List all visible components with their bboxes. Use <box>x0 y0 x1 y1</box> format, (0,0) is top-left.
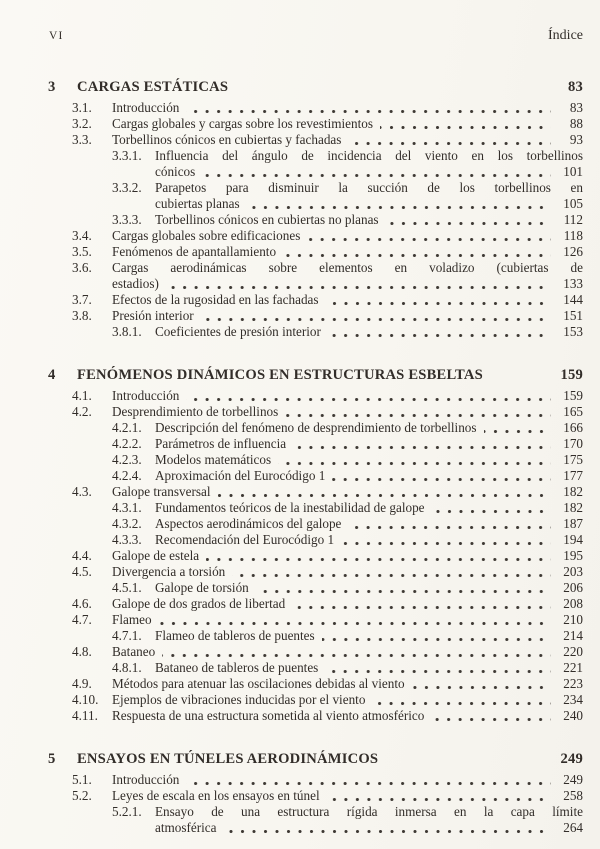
toc-section-entry <box>48 692 583 708</box>
toc-section-entry <box>48 260 583 276</box>
entry-page: 258 <box>563 788 583 803</box>
entry-number: 5.2.1. <box>112 804 142 819</box>
toc-section-entry <box>48 292 583 308</box>
toc-section-entry <box>48 548 583 564</box>
entry-number: 3.3.3. <box>112 212 142 227</box>
entry-number: 4.2.3. <box>112 452 142 467</box>
toc-section-entry <box>48 644 583 660</box>
toc-chapter-entry <box>48 366 583 385</box>
entry-page: 166 <box>563 420 583 435</box>
toc-list <box>48 72 583 836</box>
entry-number: 4.11. <box>72 708 98 723</box>
running-title: Índice <box>548 28 583 43</box>
leader-dots <box>380 126 551 129</box>
entry-page: 133 <box>563 276 583 291</box>
entry-number: 3.7. <box>72 292 92 307</box>
toc-subsection-entry <box>48 468 583 484</box>
leader-dots <box>201 318 551 321</box>
entry-title: Presión interior <box>112 308 194 323</box>
entry-number: 3.3.2. <box>112 180 142 195</box>
entry-title: Introducción <box>112 388 180 403</box>
entry-title: Parapetos para disminuir la succión de los torbellinos en <box>155 180 583 195</box>
entry-number: 4.3.3. <box>112 532 142 547</box>
toc-section-entry-continuation <box>48 276 583 292</box>
toc-section-entry <box>48 772 583 788</box>
entry-page: 214 <box>563 628 583 643</box>
entry-title: Bataneo <box>112 644 156 659</box>
toc-subsection-entry <box>48 180 583 196</box>
toc-subsection-entry <box>48 324 583 340</box>
leader-dots <box>372 702 551 705</box>
entry-number: 3.3.1. <box>112 148 142 163</box>
leader-dots <box>202 174 551 177</box>
entry-page: 112 <box>563 212 583 227</box>
toc-section-entry <box>48 484 583 500</box>
entry-number: 5.1. <box>72 772 92 787</box>
entry-number: 4.9. <box>72 676 92 691</box>
entry-page: 177 <box>563 468 583 483</box>
leader-dots <box>278 462 551 465</box>
entry-title: Galope de torsión <box>155 580 249 595</box>
entry-title: Flameo de tableros de puentes <box>155 628 315 643</box>
entry-number: 4 <box>48 367 56 383</box>
leader-dots <box>431 718 551 721</box>
entry-page: 249 <box>563 772 583 787</box>
entry-number: 3.8. <box>72 308 92 323</box>
toc-subsection-entry <box>48 804 583 820</box>
leader-dots <box>247 206 551 209</box>
toc-section-entry <box>48 116 583 132</box>
entry-number: 3 <box>48 79 56 95</box>
entry-title: Coeficientes de presión interior <box>155 324 321 339</box>
leader-dots <box>224 830 551 833</box>
leader-dots <box>159 622 551 625</box>
leader-dots <box>232 574 551 577</box>
entry-title: Respuesta de una estructura sometida al viento atmosférico <box>112 708 425 723</box>
entry-page: 203 <box>563 564 583 579</box>
entry-title: Parámetros de influencia <box>155 436 287 451</box>
entry-page: 101 <box>563 164 583 179</box>
entry-page: 165 <box>563 404 583 419</box>
leader-dots <box>328 334 551 337</box>
entry-page: 83 <box>569 100 583 115</box>
entry-title: Fenómenos de apantallamiento <box>112 244 277 259</box>
entry-page: 208 <box>563 596 583 611</box>
entry-number: 4.3. <box>72 484 92 499</box>
leader-dots <box>341 542 551 545</box>
leader-dots <box>186 398 551 401</box>
entry-title: Influencia del ángulo de incidencia del viento en los torbellinos <box>155 148 583 163</box>
entry-number: 4.5.1. <box>112 580 142 595</box>
toc-section-entry <box>48 596 583 612</box>
leader-dots <box>386 222 551 225</box>
leader-dots <box>332 478 551 481</box>
entry-number: 4.5. <box>72 564 92 579</box>
entry-number: 4.1. <box>72 388 92 403</box>
leader-dots <box>322 638 551 641</box>
leader-dots <box>283 254 551 257</box>
entry-number: 5 <box>48 751 56 767</box>
toc-section-entry <box>48 564 583 580</box>
entry-number: 3.6. <box>72 260 92 275</box>
leader-dots <box>256 590 551 593</box>
entry-page: 175 <box>563 452 583 467</box>
toc-subsection-entry <box>48 420 583 436</box>
toc-chapter-entry <box>48 750 583 769</box>
leader-dots <box>293 446 551 449</box>
entry-title: Torbellinos cónicos en cubiertas no planas <box>155 212 379 227</box>
toc-section-entry <box>48 708 583 724</box>
entry-title: Fundamentos teóricos de la inestabilidad de galope <box>155 500 425 515</box>
entry-title: Divergencia a torsión <box>112 564 226 579</box>
entry-title: Torbellinos cónicos en cubiertas y fachadas <box>112 132 342 147</box>
entry-page: 182 <box>563 484 583 499</box>
leader-dots <box>327 798 551 801</box>
toc-subsection-entry <box>48 660 583 676</box>
entry-title: Galope de dos grados de libertad <box>112 596 286 611</box>
toc-subsection-entry <box>48 532 583 548</box>
toc-section-entry <box>48 132 583 148</box>
entry-page: 234 <box>563 692 583 707</box>
entry-title: Cargas globales y cargas sobre los revestimientos <box>112 116 374 131</box>
entry-title: Galope transversal <box>112 484 211 499</box>
leader-dots <box>166 286 551 289</box>
entry-title: Galope de estela <box>112 548 200 563</box>
toc-subsection-entry-continuation <box>48 196 583 212</box>
leader-dots <box>292 606 551 609</box>
entry-number: 4.4. <box>72 548 92 563</box>
leader-dots <box>186 782 551 785</box>
entry-page: 221 <box>563 660 583 675</box>
folio-number: VI <box>49 30 64 42</box>
toc-subsection-entry <box>48 628 583 644</box>
leader-dots <box>412 686 551 689</box>
entry-title: Descripción del fenómeno de desprendimiento de torbellinos <box>155 420 477 435</box>
leader-dots <box>325 670 551 673</box>
entry-title: Desprendimiento de torbellinos <box>112 404 279 419</box>
entry-title: CARGAS ESTÁTICAS <box>77 79 229 95</box>
toc-section-entry <box>48 788 583 804</box>
toc-subsection-entry <box>48 452 583 468</box>
entry-page: 93 <box>569 132 583 147</box>
leader-dots <box>186 110 551 113</box>
entry-title: Flameo <box>112 612 152 627</box>
entry-title: Aspectos aerodinámicos del galope <box>155 516 342 531</box>
leader-dots <box>326 302 551 305</box>
entry-title-continuation: estadios) <box>112 276 159 291</box>
toc-subsection-entry <box>48 148 583 164</box>
entry-title: Introducción <box>112 100 180 115</box>
entry-number: 5.2. <box>72 788 92 803</box>
entry-page: 182 <box>563 500 583 515</box>
toc-section-entry <box>48 388 583 404</box>
leader-dots <box>285 414 551 417</box>
entry-title: Efectos de la rugosidad en las fachadas <box>112 292 319 307</box>
entry-page: 83 <box>568 79 583 95</box>
entry-page: 105 <box>563 196 583 211</box>
entry-title: Introducción <box>112 772 180 787</box>
toc-section-entry <box>48 228 583 244</box>
entry-number: 4.2. <box>72 404 92 419</box>
entry-number: 3.8.1. <box>112 324 142 339</box>
toc-section-entry <box>48 676 583 692</box>
entry-title-continuation: cónicos <box>155 164 196 179</box>
entry-page: 249 <box>560 751 583 767</box>
entry-title: Métodos para atenuar las oscilaciones debidas al viento <box>112 676 405 691</box>
entry-page: 264 <box>563 820 583 835</box>
entry-page: 159 <box>563 388 583 403</box>
entry-number: 3.5. <box>72 244 92 259</box>
entry-page: 170 <box>563 436 583 451</box>
entry-title: Ensayo de una estructura rígida inmersa en la capa límite <box>155 804 583 819</box>
leader-dots <box>348 526 551 529</box>
entry-page: 159 <box>560 367 583 383</box>
entry-number: 3.4. <box>72 228 92 243</box>
entry-number: 4.7.1. <box>112 628 142 643</box>
leader-dots <box>348 142 551 145</box>
entry-number: 4.3.1. <box>112 500 142 515</box>
toc-subsection-entry <box>48 212 583 228</box>
entry-page: 206 <box>563 580 583 595</box>
entry-page: 187 <box>563 516 583 531</box>
leader-dots <box>206 558 551 561</box>
toc-subsection-entry <box>48 500 583 516</box>
entry-number: 4.3.2. <box>112 516 142 531</box>
entry-title-continuation: atmosférica <box>155 820 217 835</box>
entry-title: Modelos matemáticos <box>155 452 272 467</box>
entry-page: 223 <box>563 676 583 691</box>
entry-number: 4.6. <box>72 596 92 611</box>
entry-title: FENÓMENOS DINÁMICOS EN ESTRUCTURAS ESBELTAS <box>77 367 483 383</box>
toc-subsection-entry <box>48 580 583 596</box>
toc-subsection-entry-continuation <box>48 820 583 836</box>
entry-title: Recomendación del Eurocódigo 1 <box>155 532 335 547</box>
toc-subsection-entry-continuation <box>48 164 583 180</box>
entry-number: 4.8. <box>72 644 92 659</box>
page-header <box>49 28 583 44</box>
entry-page: 144 <box>563 292 583 307</box>
entry-page: 194 <box>563 532 583 547</box>
toc-section-entry <box>48 612 583 628</box>
entry-page: 153 <box>563 324 583 339</box>
entry-number: 3.3. <box>72 132 92 147</box>
leader-dots <box>162 654 551 657</box>
toc-chapter-entry <box>48 78 583 97</box>
entry-title: Ejemplos de vibraciones inducidas por el viento <box>112 692 366 707</box>
leader-dots <box>484 430 551 433</box>
entry-page: 210 <box>563 612 583 627</box>
entry-title: Bataneo de tableros de puentes <box>155 660 319 675</box>
entry-title: Cargas aerodinámicas sobre elementos en voladizo (cubiertas de <box>112 260 583 275</box>
entry-page: 240 <box>563 708 583 723</box>
leader-dots <box>432 510 551 513</box>
entry-title: ENSAYOS EN TÚNELES AERODINÁMICOS <box>77 751 379 767</box>
toc-section-entry <box>48 244 583 260</box>
leader-dots <box>218 494 551 497</box>
entry-title-continuation: cubiertas planas <box>155 196 240 211</box>
entry-page: 126 <box>563 244 583 259</box>
entry-page: 118 <box>563 228 583 243</box>
toc-section-entry <box>48 100 583 116</box>
entry-page: 88 <box>569 116 583 131</box>
entry-number: 3.1. <box>72 100 92 115</box>
entry-number: 4.8.1. <box>112 660 142 675</box>
leader-dots <box>307 238 551 241</box>
entry-page: 151 <box>563 308 583 323</box>
entry-page: 220 <box>563 644 583 659</box>
entry-title: Cargas globales sobre edificaciones <box>112 228 301 243</box>
entry-number: 4.2.1. <box>112 420 142 435</box>
entry-number: 4.2.4. <box>112 468 142 483</box>
toc-section-entry <box>48 404 583 420</box>
toc-section-entry <box>48 308 583 324</box>
entry-title: Leyes de escala en los ensayos en túnel <box>112 788 320 803</box>
entry-page: 195 <box>563 548 583 563</box>
toc-subsection-entry <box>48 436 583 452</box>
entry-number: 4.7. <box>72 612 92 627</box>
toc-subsection-entry <box>48 516 583 532</box>
entry-number: 4.2.2. <box>112 436 142 451</box>
entry-title: Aproximación del Eurocódigo 1 <box>155 468 326 483</box>
entry-number: 4.10. <box>72 692 99 707</box>
entry-number: 3.2. <box>72 116 92 131</box>
